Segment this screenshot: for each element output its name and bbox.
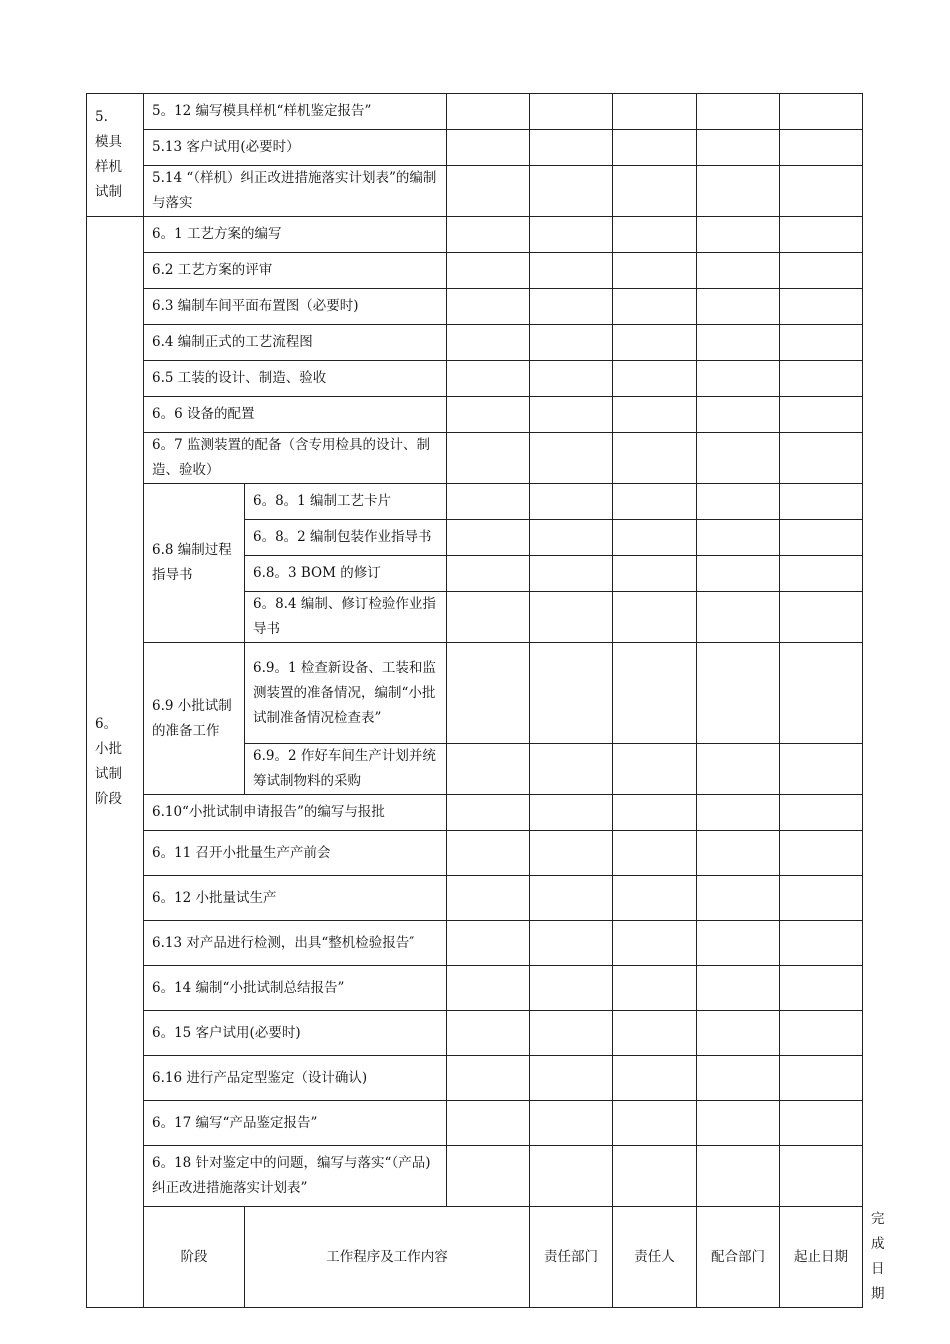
done-cell[interactable] <box>780 1056 863 1101</box>
coop-cell[interactable] <box>613 130 697 166</box>
done-cell[interactable] <box>780 556 863 592</box>
done-cell[interactable] <box>780 166 863 217</box>
person-cell[interactable] <box>530 744 613 795</box>
person-cell[interactable] <box>530 592 613 643</box>
dept-cell[interactable] <box>447 876 530 921</box>
done-cell[interactable] <box>780 217 863 253</box>
period-cell[interactable] <box>697 520 780 556</box>
person-cell[interactable] <box>530 484 613 520</box>
stage-cell-6: 6。 小批 试制 阶段 <box>87 217 144 1308</box>
person-cell[interactable] <box>530 397 613 433</box>
task-cell: 6.13 对产品进行检测，出具“整机检验报告″ <box>144 921 447 966</box>
period-cell[interactable] <box>697 831 780 876</box>
task-cell: 6。1 工艺方案的编写 <box>144 217 447 253</box>
task-cell: 6。18 针对鉴定中的问题，编写与落实“（产品)纠正改进措施落实计划表” <box>144 1146 447 1207</box>
coop-cell[interactable] <box>613 289 697 325</box>
person-cell[interactable] <box>530 643 613 744</box>
task-cell: 6.10“小批试制申请报告”的编写与报批 <box>144 795 447 831</box>
dept-cell[interactable] <box>447 592 530 643</box>
subtask-cell: 6。8。1 编制工艺卡片 <box>245 484 447 520</box>
person-cell[interactable] <box>530 1146 613 1207</box>
period-cell[interactable] <box>697 94 780 130</box>
header-period: 起止日期 <box>780 1207 863 1308</box>
period-cell[interactable] <box>697 1101 780 1146</box>
subtask-cell: 6。8。2 编制包装作业指导书 <box>245 520 447 556</box>
task-cell: 6。7 监测装置的配备（含专用检具的设计、制造、验收） <box>144 433 447 484</box>
period-cell[interactable] <box>697 289 780 325</box>
dept-cell[interactable] <box>447 166 530 217</box>
table-row <box>87 325 863 361</box>
dept-cell[interactable] <box>447 556 530 592</box>
dept-cell[interactable] <box>447 520 530 556</box>
done-cell[interactable] <box>780 1011 863 1056</box>
task-cell: 6.3 编制车间平面布置图（必要时) <box>144 289 447 325</box>
person-cell[interactable] <box>530 166 613 217</box>
done-cell[interactable] <box>780 592 863 643</box>
table-row <box>87 94 863 130</box>
dept-cell[interactable] <box>447 217 530 253</box>
task-cell: 6.2 工艺方案的评审 <box>144 253 447 289</box>
person-cell[interactable] <box>530 325 613 361</box>
coop-cell[interactable] <box>613 643 697 744</box>
person-cell[interactable] <box>530 876 613 921</box>
coop-cell[interactable] <box>613 217 697 253</box>
period-cell[interactable] <box>697 253 780 289</box>
task-cell: 6。14 编制“小批试制总结报告” <box>144 966 447 1011</box>
person-cell[interactable] <box>530 921 613 966</box>
dept-cell[interactable] <box>447 921 530 966</box>
dept-cell[interactable] <box>447 484 530 520</box>
table-row <box>87 1056 863 1101</box>
done-cell[interactable] <box>780 484 863 520</box>
done-cell[interactable] <box>780 397 863 433</box>
person-cell[interactable] <box>530 433 613 484</box>
task-cell: 6。12 小批量试生产 <box>144 876 447 921</box>
header-dept: 责任部门 <box>530 1207 613 1308</box>
table-row <box>87 1101 863 1146</box>
coop-cell[interactable] <box>613 831 697 876</box>
table-row <box>87 166 863 217</box>
period-cell[interactable] <box>697 397 780 433</box>
done-cell[interactable] <box>780 1101 863 1146</box>
person-cell[interactable] <box>530 795 613 831</box>
coop-cell[interactable] <box>613 433 697 484</box>
table-row <box>87 397 863 433</box>
period-cell[interactable] <box>697 166 780 217</box>
work-plan-table <box>86 93 885 1308</box>
done-cell[interactable] <box>780 1146 863 1207</box>
dept-cell[interactable] <box>447 397 530 433</box>
group-label-6-9: 6.9 小批试制的准备工作 <box>144 643 245 795</box>
coop-cell[interactable] <box>613 876 697 921</box>
header-person: 责任人 <box>613 1207 697 1308</box>
dept-cell[interactable] <box>447 94 530 130</box>
coop-cell[interactable] <box>613 166 697 217</box>
period-cell[interactable] <box>697 325 780 361</box>
period-cell[interactable] <box>697 795 780 831</box>
coop-cell[interactable] <box>613 253 697 289</box>
coop-cell[interactable] <box>613 795 697 831</box>
person-cell[interactable] <box>530 1056 613 1101</box>
done-cell[interactable] <box>780 361 863 397</box>
done-cell[interactable] <box>780 520 863 556</box>
done-cell[interactable] <box>780 921 863 966</box>
dept-cell[interactable] <box>447 433 530 484</box>
coop-cell[interactable] <box>613 556 697 592</box>
table-row <box>87 484 863 520</box>
coop-cell[interactable] <box>613 94 697 130</box>
person-cell[interactable] <box>530 1101 613 1146</box>
coop-cell[interactable] <box>613 1101 697 1146</box>
subtask-cell: 6。8.4 编制、修订检验作业指导书 <box>245 592 447 643</box>
table-row <box>87 876 863 921</box>
done-cell[interactable] <box>780 130 863 166</box>
task-cell: 6.4 编制正式的工艺流程图 <box>144 325 447 361</box>
task-cell: 6.16 进行产品定型鉴定（设计确认) <box>144 1056 447 1101</box>
done-cell[interactable] <box>780 795 863 831</box>
header-stage: 阶段 <box>144 1207 245 1308</box>
coop-cell[interactable] <box>613 397 697 433</box>
coop-cell[interactable] <box>613 1146 697 1207</box>
period-cell[interactable] <box>697 484 780 520</box>
period-cell[interactable] <box>697 556 780 592</box>
period-cell[interactable] <box>697 921 780 966</box>
task-cell: 6。11 召开小批量生产产前会 <box>144 831 447 876</box>
coop-cell[interactable] <box>613 592 697 643</box>
period-cell[interactable] <box>697 744 780 795</box>
done-cell[interactable] <box>780 876 863 921</box>
done-cell[interactable] <box>780 94 863 130</box>
table-row <box>87 1146 863 1207</box>
period-cell[interactable] <box>697 643 780 744</box>
table-row <box>87 433 863 484</box>
table-row <box>87 966 863 1011</box>
table-row <box>87 361 863 397</box>
table-row <box>87 253 863 289</box>
period-cell[interactable] <box>697 966 780 1011</box>
table-row <box>87 831 863 876</box>
period-cell[interactable] <box>697 876 780 921</box>
dept-cell[interactable] <box>447 361 530 397</box>
table-row <box>87 130 863 166</box>
person-cell[interactable] <box>530 130 613 166</box>
period-cell[interactable] <box>697 130 780 166</box>
person-cell[interactable] <box>530 556 613 592</box>
coop-cell[interactable] <box>613 520 697 556</box>
table-row <box>87 1011 863 1056</box>
person-cell[interactable] <box>530 94 613 130</box>
period-cell[interactable] <box>697 217 780 253</box>
table-row <box>87 643 863 744</box>
coop-cell[interactable] <box>613 744 697 795</box>
task-cell: 5。12 编写模具样机“样机鉴定报告” <box>144 94 447 130</box>
period-cell[interactable] <box>697 433 780 484</box>
done-cell[interactable] <box>780 289 863 325</box>
dept-cell[interactable] <box>447 1011 530 1056</box>
person-cell[interactable] <box>530 1011 613 1056</box>
period-cell[interactable] <box>697 1146 780 1207</box>
dept-cell[interactable] <box>447 831 530 876</box>
coop-cell[interactable] <box>613 921 697 966</box>
done-cell[interactable] <box>780 325 863 361</box>
dept-cell[interactable] <box>447 1056 530 1101</box>
dept-cell[interactable] <box>447 966 530 1011</box>
table-row <box>87 217 863 253</box>
coop-cell[interactable] <box>613 1011 697 1056</box>
done-cell[interactable] <box>780 966 863 1011</box>
coop-cell[interactable] <box>613 966 697 1011</box>
dept-cell[interactable] <box>447 795 530 831</box>
dept-cell[interactable] <box>447 1146 530 1207</box>
header-row: 阶段 工作程序及工作内容 责任部门 责任人 配合部门 起止日期 完成日期 <box>87 1207 863 1308</box>
person-cell[interactable] <box>530 217 613 253</box>
task-cell: 6。15 客户试用(必要时) <box>144 1011 447 1056</box>
dept-cell[interactable] <box>447 130 530 166</box>
subtask-cell: 6.9。2 作好车间生产计划并统筹试制物料的采购 <box>245 744 447 795</box>
subtask-cell: 6.9。1 检查新设备、工装和监测装置的准备情况，编制“小批试制准备情况检查表” <box>245 643 447 744</box>
coop-cell[interactable] <box>613 484 697 520</box>
done-cell[interactable] <box>780 643 863 744</box>
task-cell: 6。17 编写“产品鉴定报告” <box>144 1101 447 1146</box>
done-cell[interactable] <box>780 744 863 795</box>
person-cell[interactable] <box>530 289 613 325</box>
person-cell[interactable] <box>530 520 613 556</box>
coop-cell[interactable] <box>613 1056 697 1101</box>
person-cell[interactable] <box>530 361 613 397</box>
task-cell: 6。6 设备的配置 <box>144 397 447 433</box>
dept-cell[interactable] <box>447 289 530 325</box>
table-row <box>87 795 863 831</box>
table-row <box>87 921 863 966</box>
dept-cell[interactable] <box>447 325 530 361</box>
period-cell[interactable] <box>697 1056 780 1101</box>
period-cell[interactable] <box>697 361 780 397</box>
task-cell: 5.14 “（样机）纠正改进措施落实计划表”的编制与落实 <box>144 166 447 217</box>
person-cell[interactable] <box>530 966 613 1011</box>
stage-cell-5: 5. 模具 样机 试制 <box>87 94 144 217</box>
coop-cell[interactable] <box>613 361 697 397</box>
group-label-6-8: 6.8 编制过程指导书 <box>144 484 245 643</box>
person-cell[interactable] <box>530 253 613 289</box>
dept-cell[interactable] <box>447 1101 530 1146</box>
dept-cell[interactable] <box>447 744 530 795</box>
person-cell[interactable] <box>530 831 613 876</box>
dept-cell[interactable] <box>447 253 530 289</box>
period-cell[interactable] <box>697 592 780 643</box>
coop-cell[interactable] <box>613 325 697 361</box>
subtask-cell: 6.8。3 BOM 的修订 <box>245 556 447 592</box>
task-cell: 5.13 客户试用(必要时） <box>144 130 447 166</box>
period-cell[interactable] <box>697 1011 780 1056</box>
header-content: 工作程序及工作内容 <box>245 1207 530 1308</box>
done-cell[interactable] <box>780 433 863 484</box>
done-cell[interactable] <box>780 253 863 289</box>
task-cell: 6.5 工装的设计、制造、验收 <box>144 361 447 397</box>
dept-cell[interactable] <box>447 643 530 744</box>
header-coop: 配合部门 <box>697 1207 780 1308</box>
done-cell[interactable] <box>780 831 863 876</box>
table-row <box>87 289 863 325</box>
